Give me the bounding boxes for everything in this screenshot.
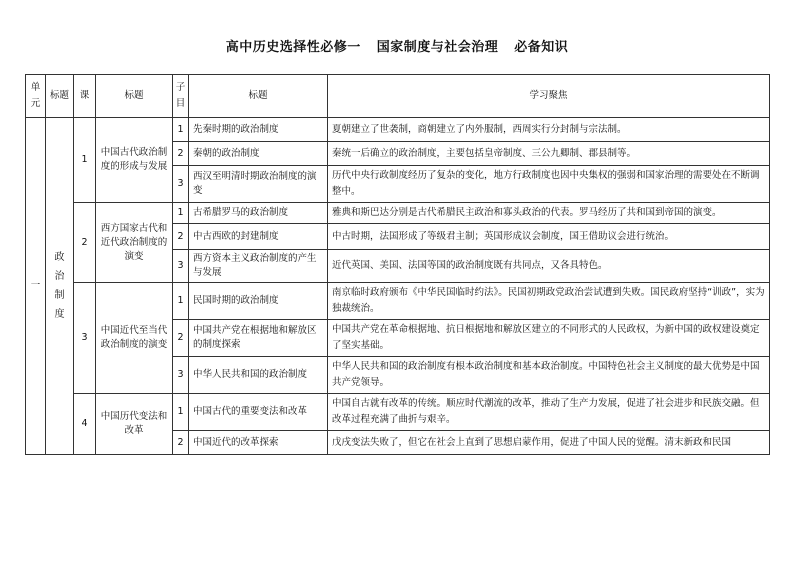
page-title	[0, 36, 794, 55]
sub-title: 先秦时期的政治制度	[189, 118, 328, 142]
header-unit: 单元	[26, 75, 46, 118]
focus-text: 历代中央行政制度经历了复杂的变化，地方行政制度也因中央集权的强弱和国家治理的需要处在不断调整中。	[328, 166, 770, 203]
lesson-title: 中国古代政治制度的形成与发展	[96, 118, 173, 203]
sub-title: 中国共产党在根据地和解放区的制度探索	[189, 320, 328, 357]
title-part-1: 高中历史选择性必修一	[225, 40, 361, 55]
header-topic: 标题	[46, 75, 74, 118]
focus-text: 戊戌变法失败了，但它在社会上直到了思想启蒙作用，促进了中国人民的觉醒。清末新政和民国	[328, 431, 770, 455]
sub-number: 1	[173, 118, 189, 142]
focus-text: 雅典和斯巴达分别是古代希腊民主政治和寡头政治的代表。罗马经历了共和国到帝国的演变。	[328, 203, 770, 224]
header-focus: 学习聚焦	[328, 75, 770, 118]
sub-title: 中国古代的重要变法和改革	[189, 394, 328, 431]
focus-text: 中古时期，法国形成了等级君主制；英国形成议会制度，国王借助议会进行统治。	[328, 224, 770, 250]
sub-title: 西汉至明清时期政治制度的演变	[189, 166, 328, 203]
knowledge-table	[25, 74, 770, 455]
sub-title: 民国时期的政治制度	[189, 283, 328, 320]
sub-number: 1	[173, 203, 189, 224]
header-sub: 子目	[173, 75, 189, 118]
sub-number: 2	[173, 431, 189, 455]
sub-number: 1	[173, 283, 189, 320]
sub-title: 中华人民共和国的政治制度	[189, 357, 328, 394]
focus-text: 南京临时政府颁布《中华民国临时约法》。民国初期政党政治尝试遭到失败。国民政府坚持“训政”，实为独裁统治。	[328, 283, 770, 320]
lesson-number: 1	[74, 118, 96, 203]
unit-number: 一	[26, 118, 46, 455]
title-part-3: 必备知识	[514, 40, 569, 55]
header-sub-title: 标题	[189, 75, 328, 118]
sub-title: 秦朝的政治制度	[189, 142, 328, 166]
table-row	[26, 203, 770, 224]
sub-number: 3	[173, 250, 189, 283]
focus-text: 中华人民共和国的政治制度有根本政治制度和基本政治制度。中国特色社会主义制度的最大优势是中国共产党领导。	[328, 357, 770, 394]
lesson-number: 4	[74, 394, 96, 455]
sub-number: 2	[173, 142, 189, 166]
focus-text: 中国自古就有改革的传统。顺应时代潮流的改革，推动了生产力发展，促进了社会进步和民族交融。但改革过程充满了曲折与艰辛。	[328, 394, 770, 431]
focus-text: 近代英国、美国、法国等国的政治制度既有共同点，又各具特色。	[328, 250, 770, 283]
lesson-title: 中国近代至当代政治制度的演变	[96, 283, 173, 394]
lesson-number: 2	[74, 203, 96, 283]
sub-number: 3	[173, 357, 189, 394]
focus-text: 夏朝建立了世袭制，商朝建立了内外服制，西周实行分封制与宗法制。	[328, 118, 770, 142]
table-row	[26, 283, 770, 320]
header-lesson-title: 标题	[96, 75, 173, 118]
title-part-2: 国家制度与社会治理	[376, 40, 499, 55]
table-row	[26, 118, 770, 142]
focus-text: 秦统一后确立的政治制度，主要包括皇帝制度、三公九卿制、郡县制等。	[328, 142, 770, 166]
focus-text: 中国共产党在革命根据地、抗日根据地和解放区建立的不同形式的人民政权，为新中国的政权建设奠定了坚实基础。	[328, 320, 770, 357]
sub-number: 2	[173, 224, 189, 250]
header-lesson: 课	[74, 75, 96, 118]
sub-title: 古希腊罗马的政治制度	[189, 203, 328, 224]
sub-title: 中古西欧的封建制度	[189, 224, 328, 250]
sub-number: 2	[173, 320, 189, 357]
header-row	[26, 75, 770, 118]
lesson-title: 中国历代变法和改革	[96, 394, 173, 455]
lesson-number: 3	[74, 283, 96, 394]
sub-title: 西方资本主义政治制度的产生与发展	[189, 250, 328, 283]
lesson-title: 西方国家古代和近代政治制度的演变	[96, 203, 173, 283]
unit-topic: 政治制度	[46, 118, 74, 455]
sub-number: 1	[173, 394, 189, 431]
sub-title: 中国近代的改革探索	[189, 431, 328, 455]
sub-number: 3	[173, 166, 189, 203]
table-row	[26, 394, 770, 431]
